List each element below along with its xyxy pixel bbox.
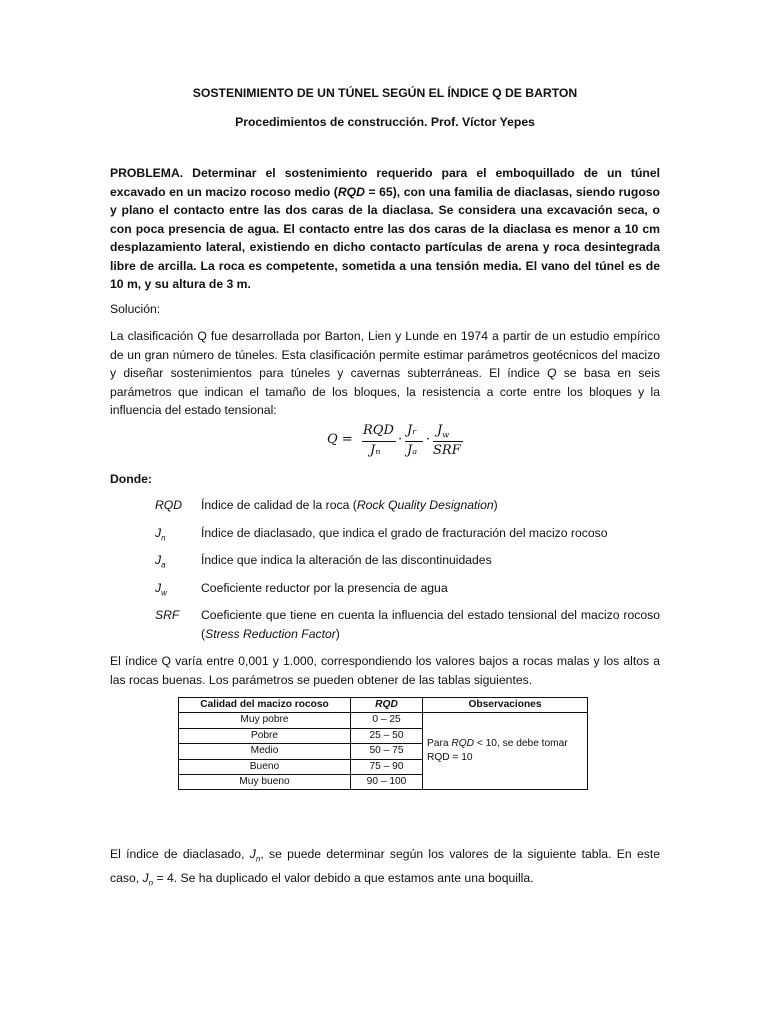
definition-rqd — [155, 496, 660, 515]
definition-symbol: RQD — [155, 498, 183, 512]
table-cell: 75 – 90 — [351, 759, 423, 774]
formula-dot: · — [426, 432, 431, 447]
table-cell: 25 – 50 — [351, 728, 423, 743]
table-cell: 0 – 25 — [351, 713, 423, 728]
formula-rqd-num: RQD — [363, 423, 394, 438]
formula-dot: · — [398, 432, 403, 447]
jn-paragraph: El índice de diaclasado, $J_n$, se puede determinar según los valores de la siguiente tabla. En este caso, $J_n = 4$. Se ha duplicado el valor debido a que estamos ante una boquilla. — [110, 847, 660, 888]
document-subtitle: Procedimientos de construcción. Prof. Víctor Yepes — [235, 115, 535, 129]
table-header: RQD — [351, 698, 423, 713]
definition-symbol: $J_w$ — [155, 580, 167, 597]
definition-ja — [155, 551, 660, 570]
rqd-symbol: RQD — [337, 184, 365, 199]
definitions-list — [155, 496, 660, 652]
definition-text: Índice de diaclasado, que indica el grado de fracturación del macizo rocoso — [201, 525, 608, 540]
definition-text: Índice de calidad de la roca (Rock Quality Designation) — [201, 498, 498, 512]
document-title: SOSTENIMIENTO DE UN TÚNEL SEGÚN EL ÍNDICE Q DE BARTON — [192, 86, 578, 100]
formula-jr-num: Jᵣ — [407, 423, 417, 438]
q-range-paragraph: El índice Q varía entre 0,001 y 1.000, correspondiendo los valores bajos a rocas malas y los altos a las rocas buenas. Los parámetros se pueden obtener de las tablas siguientes. — [110, 654, 660, 687]
solution-heading: Solución: — [110, 302, 161, 316]
problem-statement: PROBLEMA. Determinar el sostenimiento requerido para el emboquillado de un túnel excavado en un macizo rocoso medio (RQD = 65), con una familia de diaclasas, siendo rugoso y plano el contacto entre las dos caras de la diaclasa. Se considera una excavación seca, o con poca presencia de agua. El contacto entre las dos caras de la diaclasa es menor a 10 cm desplazamiento lateral, existiendo en dicho contacto partículas de arena y roca desintegrada libre de arcilla. La roca es competente, sometida a una tensión media. El vano del túnel es de 10 m, y su altura de 3 m. — [110, 166, 660, 291]
fraction-line — [405, 441, 423, 442]
fraction-line — [433, 441, 463, 442]
table-cell: 50 – 75 — [351, 744, 423, 759]
donde-label: Donde: — [110, 472, 152, 486]
table-cell: Pobre — [179, 728, 351, 743]
table-cell: Muy pobre — [179, 713, 351, 728]
formula-srf-den: SRF — [433, 443, 461, 458]
formula-lhs: Q = — [327, 432, 353, 447]
formula-jn-den: Jₙ — [370, 443, 381, 458]
table-note: Para RQD < 10, se debe tomar RQD = 10 — [423, 713, 588, 790]
definition-text: Índice que indica la alteración de las discontinuidades — [201, 553, 492, 567]
q-formula — [327, 420, 497, 464]
table-header-row — [179, 698, 588, 713]
table-header: Observaciones — [423, 698, 588, 713]
table-cell: Muy bueno — [179, 775, 351, 790]
definition-symbol: $J_n$ — [155, 525, 166, 542]
table-header: Calidad del macizo rocoso — [179, 698, 351, 713]
formula-ja-den: Jₐ — [407, 443, 418, 458]
definition-jn — [155, 524, 660, 543]
definition-text: Coeficiente que tiene en cuenta la influencia del estado tensional del macizo rocoso (Stress Reduction Factor) — [201, 608, 660, 641]
table-cell: 90 – 100 — [351, 775, 423, 790]
definition-text: Coeficiente reductor por la presencia de agua — [201, 580, 448, 595]
solution-intro: La clasificación Q fue desarrollada por Barton, Lien y Lunde en 1974 a partir de un estudio empírico de un gran número de túneles. Esta clasificación permite estimar parámetros geotécnicos del macizo y diseñar sostenimientos para túneles y cavernas subterráneas. El índice Q se basa en seis parámetros que indican el tamaño de los bloques, la resistencia a corte entre los bloques y la influencia del estado tensional: — [110, 329, 660, 417]
table-cell: Bueno — [179, 759, 351, 774]
rock-quality-table — [178, 697, 588, 790]
definition-symbol: SRF — [155, 608, 180, 622]
formula-jw-num: $J_w$ — [437, 423, 450, 440]
fraction-line — [362, 441, 396, 442]
definition-jw — [155, 579, 660, 598]
table-cell: Medio — [179, 744, 351, 759]
definition-srf — [155, 606, 660, 643]
definition-symbol: $J_a$ — [155, 553, 166, 570]
table-row — [179, 713, 588, 728]
